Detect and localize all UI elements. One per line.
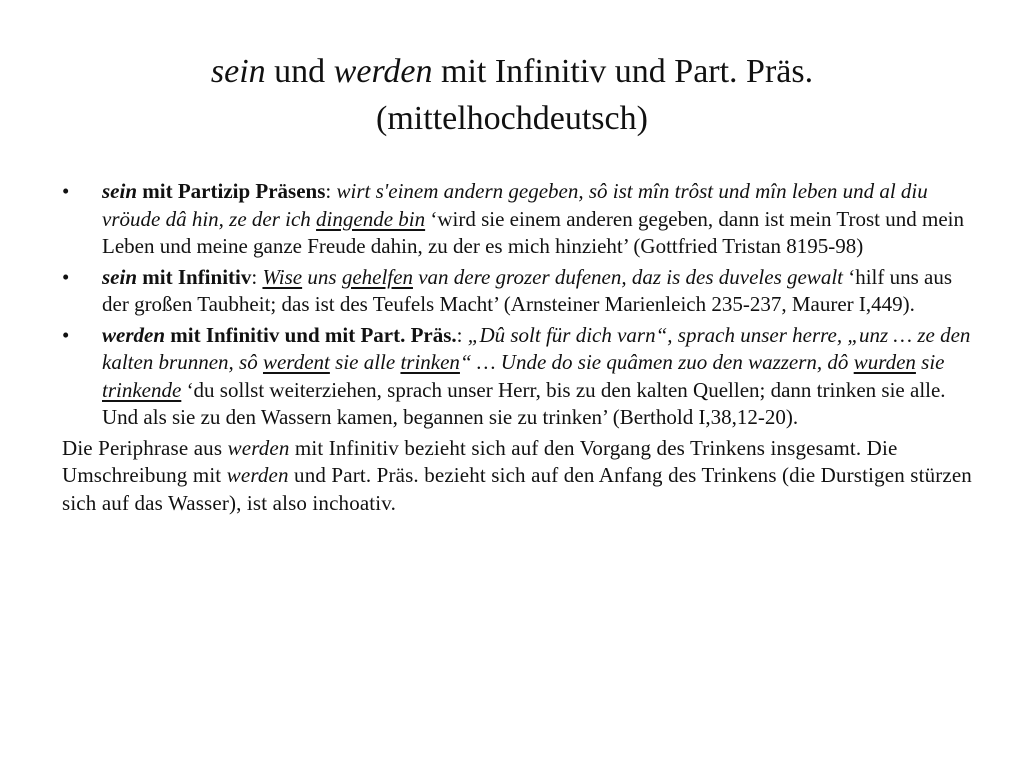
bullet-1-quote: wirt s'einem andern gegeben, sô ist mîn trôst und mîn leben und al diu vröude dâ hin, ze der ich xyxy=(102,179,928,231)
para-text-2: mit Infinitiv bezieht sich auf den Vorgang des Trinkens insgesamt. Die Umschreibung mit xyxy=(62,435,898,487)
bullet-item-3 xyxy=(62,322,972,432)
para-text-1: Die Periphrase aus xyxy=(62,435,228,460)
title-subtitle: (mittelhochdeutsch) xyxy=(376,100,648,137)
slide-title xyxy=(40,48,984,142)
bullet-2-translation: ‘hilf uns aus der großen Taubheit; das ist des Teufels Macht’ (Arnsteiner Marienleich 235-237, Maurer I,449). xyxy=(102,264,953,316)
para-text-3: und Part. Präs. bezieht sich auf den Anfang des Trinkens (die Durstigen stürzen sich auf das Wasser), ist also inchoativ. xyxy=(62,463,972,515)
title-word-sein: sein xyxy=(210,53,266,90)
bullet-1-head: mit Partizip Präsens xyxy=(137,179,326,203)
bullet-2-quote-underlined-2: gehelfen xyxy=(341,264,413,289)
bullet-3-quote-3: “ … Unde do sie quâmen zuo den wazzern, dô xyxy=(459,350,854,374)
para-word-werden-2: werden xyxy=(226,463,289,487)
bullet-marker xyxy=(62,264,82,292)
bullet-2-head-word: sein xyxy=(102,264,138,289)
title-text-und: und xyxy=(265,53,334,90)
bullet-2-quote-2: uns xyxy=(302,264,342,289)
bullet-3-translation: ‘du sollst weiterziehen, sprach unser Herr, bis zu den kalten Quellen; dann trinken sie alle. Und als sie zu den Wassern kamen, begannen sie zu trinken’ (Berthold I,38,12-20). xyxy=(102,377,946,429)
bullet-2-quote-underlined-1: Wise xyxy=(262,264,303,289)
bullet-marker xyxy=(62,178,82,206)
bullet-3-quote-underlined-1: werdent xyxy=(262,350,330,374)
slide-body xyxy=(62,178,972,517)
summary-paragraph xyxy=(62,435,972,518)
title-text-rest: mit Infinitiv und Part. Präs. xyxy=(432,53,814,90)
bullet-item-2 xyxy=(62,264,972,319)
bullet-3-head-word: werden xyxy=(102,322,165,347)
bullet-1-head-word: sein xyxy=(102,179,138,203)
bullet-3-quote-4: sie xyxy=(915,350,945,374)
bullet-3-quote-underlined-3: wurden xyxy=(853,350,916,374)
bullet-3-quote-2: sie alle xyxy=(329,350,401,374)
bullet-1-quote-underlined: dingende bin xyxy=(316,206,426,231)
bullet-3-head: mit Infinitiv und mit Part. Präs. xyxy=(165,322,457,347)
bullet-1-colon: : xyxy=(325,179,337,203)
bullet-2-head: mit Infinitiv xyxy=(137,264,252,289)
para-word-werden-1: werden xyxy=(227,435,290,460)
bullet-3-quote-1: „Dû solt für dich varn“, sprach unser herre, „unz … ze den kalten brunnen, sô xyxy=(102,322,971,374)
bullet-2-colon: : xyxy=(251,264,263,289)
bullet-marker xyxy=(62,322,82,350)
bullet-1-translation: ‘wird sie einem anderen gegeben, dann ist mein Trost und mein Leben und meine ganze Freude dahin, zu der es mich hinzieht’ (Gottfried Tristan 8195-98) xyxy=(102,206,965,258)
bullet-3-quote-underlined-4: trinkende xyxy=(102,377,182,402)
bullet-3-quote-underlined-2: trinken xyxy=(400,350,460,374)
bullet-3-colon: : xyxy=(456,322,468,347)
title-word-werden: werden xyxy=(333,53,433,90)
bullet-2-quote-3: van dere grozer dufenen, daz is des duveles gewalt xyxy=(412,264,843,289)
bullet-item-1 xyxy=(62,178,972,261)
